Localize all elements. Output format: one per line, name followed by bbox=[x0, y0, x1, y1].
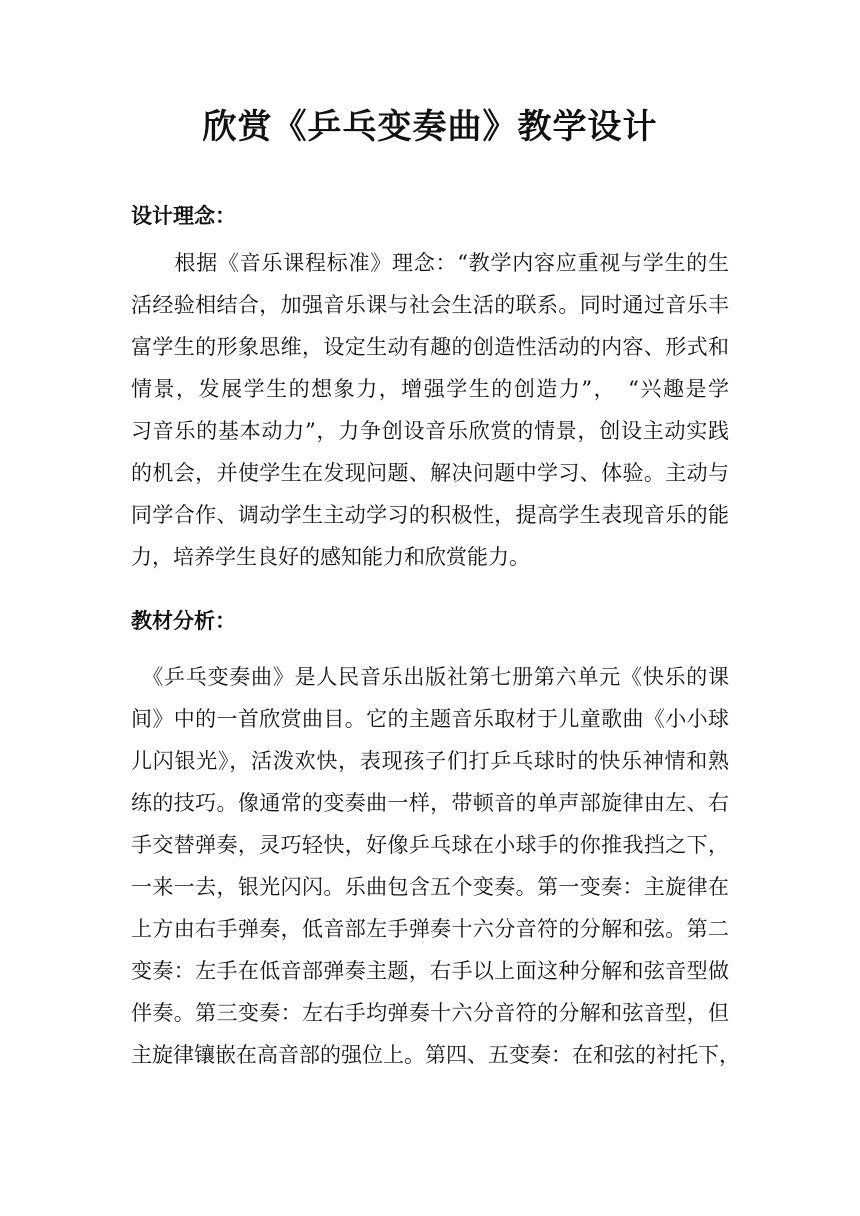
paragraph-line: 间》中的一首欣赏曲目。它的主题音乐取材于儿童歌曲《小小球 bbox=[131, 707, 729, 731]
paragraph-line: 一来一去，银光闪闪。乐曲包含五个变奏。第一变奏：主旋律在 bbox=[131, 875, 729, 899]
paragraph-line: 根据《音乐课程标准》理念：“教学内容应重视与学生的生 bbox=[131, 251, 729, 275]
paragraph-line: 情景，发展学生的想象力，增强学生的创造力”， “兴趣是学 bbox=[131, 377, 729, 401]
section-heading-material-analysis: 教材分析： bbox=[131, 608, 236, 633]
paragraph-line: 变奏：左手在低音部弹奏主题，右手以上面这种分解和弦音型做 bbox=[131, 959, 729, 983]
paragraph-line: 富学生的形象思维，设定生动有趣的创造性活动的内容、形式和 bbox=[131, 335, 729, 359]
paragraph-line: 同学合作、调动学生主动学习的积极性，提高学生表现音乐的能 bbox=[131, 503, 729, 527]
document-title: 欣赏《乒乓变奏曲》教学设计 bbox=[202, 107, 658, 147]
paragraph-line: 伴奏。第三变奏：左右手均弹奏十六分音符的分解和弦音型，但 bbox=[131, 1001, 729, 1025]
paragraph-line: 力，培养学生良好的感知能力和欣赏能力。 bbox=[131, 545, 530, 569]
section-body-design-concept bbox=[131, 242, 729, 578]
paragraph-line: 上方由右手弹奏，低音部左手弹奏十六分音符的分解和弦。第二 bbox=[131, 917, 729, 941]
section-heading-design-concept: 设计理念： bbox=[131, 203, 236, 228]
paragraph-line: 主旋律镶嵌在高音部的强位上。第四、五变奏：在和弦的衬托下， bbox=[131, 1043, 740, 1067]
paragraph-line: 活经验相结合，加强音乐课与社会生活的联系。同时通过音乐丰 bbox=[131, 293, 729, 317]
section-body-material-analysis bbox=[131, 656, 740, 1076]
paragraph-line: 的机会，并使学生在发现问题、解决问题中学习、体验。主动与 bbox=[131, 461, 729, 485]
paragraph-line: 手交替弹奏，灵巧轻快，好像乒乓球在小球手的你推我挡之下， bbox=[131, 833, 729, 857]
paragraph-line: 练的技巧。像通常的变奏曲一样，带顿音的单声部旋律由左、右 bbox=[131, 791, 729, 815]
paragraph-line: 儿闪银光》，活泼欢快，表现孩子们打乒乓球时的快乐神情和熟 bbox=[131, 749, 729, 773]
paragraph-line: 习音乐的基本动力”，力争创设音乐欣赏的情景，创设主动实践 bbox=[131, 419, 729, 443]
paragraph-line: 《乒乓变奏曲》是人民音乐出版社第七册第六单元《快乐的课 bbox=[131, 665, 729, 689]
